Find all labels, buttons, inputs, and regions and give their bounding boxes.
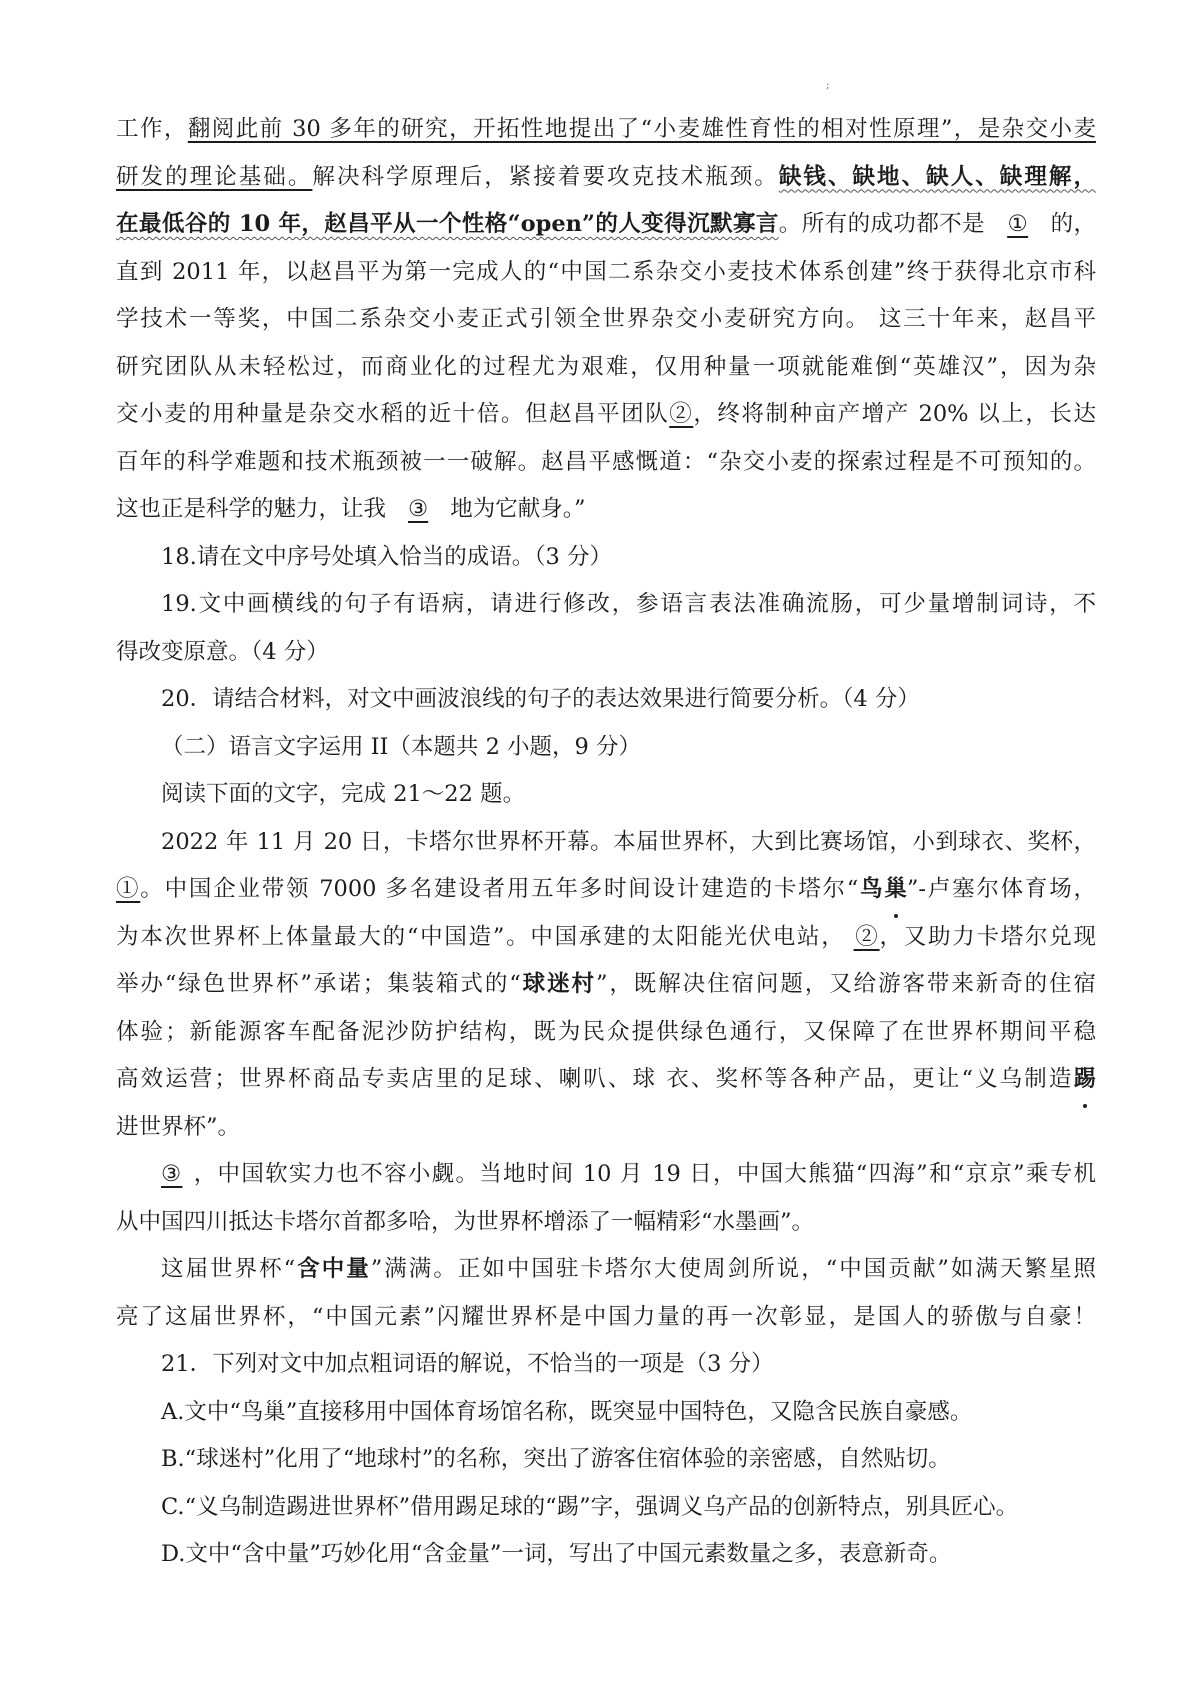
blank-1: ①: [116, 876, 141, 902]
para4-line1: [116, 1246, 1096, 1294]
para1-line9: [116, 486, 1096, 534]
para1-line6: 研究团队从未轻松过，而商业化的过程尤为艰难，仅用种量一项就能难倒“英雄汉”，因为杂: [116, 353, 1096, 380]
option-d: D.文中“含中量”巧妙化用“含金量”一词，写出了中国元素数量之多，表意新奇。: [161, 1541, 952, 1567]
para1-line2: [116, 154, 1096, 202]
para3-line1: [116, 1151, 1096, 1199]
wavy-bold-sentence: 缺钱、缺地、缺人、缺理解，: [778, 163, 1096, 190]
para2-line4: [116, 961, 1096, 1009]
para1-line5: 学技术一等奖，中国二系杂交小麦正式引领全世界杂交小麦研究方向。 这三十年来，赵昌平: [116, 306, 1096, 332]
blank-3: ③: [408, 496, 429, 522]
underlined-sentence-end: 研发的理论基础。: [116, 163, 313, 190]
text: ”，既解决住宿问题，又给游客带来新奇的住宿: [595, 971, 1096, 997]
text: ”-卢塞尔体育场，: [906, 876, 1096, 902]
keyword-char: 鸟: [858, 876, 885, 902]
option-b: B.“球迷村”化用了“地球村”的名称，突出了游客住宿体验的亲密感，自然贴切。: [161, 1446, 951, 1472]
keyword-niaochao: [858, 876, 907, 902]
top-mark: ;: [826, 80, 830, 91]
text: ，中国软实力也不容小觑。当地时间 10 月 19 日，中国大熊猫“四海”和“京京”乘专机: [192, 1161, 1096, 1187]
para2-line3: [116, 914, 1096, 962]
text: 举办“绿色世界杯”承诺；集装箱式的“: [116, 971, 521, 997]
para1-line4: 直到 2011 年，以赵昌平为第一完成人的“中国二系杂交小麦技术体系创建”终于获得北京市科: [116, 258, 1096, 285]
keyword-char: 巢: [884, 866, 907, 914]
keyword-qiumicun: 球迷村: [520, 971, 596, 997]
text: 交小麦的用种量是杂交水稻的近十倍。但赵昌平团队: [116, 401, 670, 427]
option-a: A.文中“鸟巢”直接移用中国体育场馆名称，既突显中国特色，又隐含民族自豪感。: [161, 1398, 973, 1425]
text: 地为它献身。”: [450, 496, 586, 522]
para2-line6: [116, 1056, 1096, 1104]
para1-line3: [116, 201, 1096, 249]
section-heading: （二）语言文字运用 II（本题共 2 小题，9 分）: [161, 733, 642, 760]
text: 这届世界杯“: [161, 1256, 296, 1282]
para1-line7: [116, 391, 1096, 439]
text: 这也正是科学的魅力，让我: [116, 496, 387, 522]
text: 工作，: [116, 116, 188, 142]
read-prompt: 阅读下面的文字，完成 21～22 题。: [161, 781, 526, 807]
text: 高效运营；世界杯商品专卖店里的足球、喇叭、球 衣、奖杯等各种产品，更让“义乌制造: [116, 1066, 1074, 1092]
wavy-bold-sentence-end: 在最低谷的 10 年，赵昌平从一个性格“open”的人变得沉默寡言: [116, 211, 779, 237]
text: ，又助力卡塔尔兑现: [879, 923, 1096, 950]
option-c: C.“义乌制造踢进世界杯”借用踢足球的“踢”字，强调义乌产品的创新特点，别具匠心。: [161, 1493, 1019, 1520]
underlined-sentence: 翻阅此前 30 多年的研究，开拓性地提出了“小麦雄性育性的相对性原理”，是杂交小麦: [187, 116, 1096, 142]
para3-line2: 从中国四川抵达卡塔尔首都多哈，为世界杯增添了一幅精彩“水墨画”。: [116, 1208, 815, 1235]
question-20: 20．请结合材料，对文中画波浪线的句子的表达效果进行简要分析。（4 分）: [161, 686, 920, 712]
text: 。中国企业带领 7000 多名建设者用五年多时间设计建造的卡塔尔“: [140, 876, 859, 902]
blank-1: ①: [1007, 211, 1029, 237]
keyword-ti: 踢: [1073, 1056, 1096, 1104]
text: 为本次世界杯上体量最大的“中国造”。中国承建的太阳能光伏电站，: [116, 923, 846, 950]
text: 的，: [1050, 211, 1096, 237]
text: 解决科学原理后，紧接着要攻克技术瓶颈。: [312, 163, 779, 190]
exam-page: [116, 106, 1096, 1579]
para2-line5: 体验；新能源客车配备泥沙防护结构，既为民众提供绿色通行，又保障了在世界杯期间平稳: [116, 1018, 1096, 1045]
question-18: 18.请在文中序号处填入恰当的成语。（3 分）: [161, 543, 613, 570]
para2-line7: 进世界杯”。: [116, 1113, 241, 1140]
para2-line2: [116, 866, 1096, 914]
blank-3: ③: [161, 1161, 183, 1187]
para1-line8: 百年的科学难题和技术瓶颈被一一破解。赵昌平感慨道：“杂交小麦的探索过程是不可预知的。: [116, 448, 1096, 475]
keyword-hanzhongliang: 含中量: [295, 1256, 371, 1282]
question-21: 21．下列对文中加点粗词语的解说，不恰当的一项是（3 分）: [161, 1351, 774, 1377]
question-19-line1: 19.文中画横线的句子有语病，请进行修改，参语言表法准确流肠，可少量增制词诗，不: [161, 591, 1096, 617]
question-19-line2: 得改变原意。（4 分）: [116, 638, 329, 665]
para4-line2: 亮了这届世界杯，“中国元素”闪耀世界杯是中国力量的再一次彰显，是国人的骄傲与自豪！: [116, 1303, 1096, 1330]
text: 。所有的成功都不是: [778, 211, 986, 237]
text: ”满满。正如中国驻卡塔尔大使周剑所说，“中国贡献”如满天繁星照: [370, 1256, 1096, 1282]
blank-2: ②: [669, 401, 694, 427]
para1-line1: [116, 106, 1096, 154]
text: ，终将制种亩产增产 20% 以上，长达: [693, 401, 1096, 427]
blank-2: ②: [853, 923, 880, 950]
para2-line1: 2022 年 11 月 20 日，卡塔尔世界杯开幕。本届世界杯，大到比赛场馆，小到球衣、奖杯，: [161, 828, 1096, 855]
